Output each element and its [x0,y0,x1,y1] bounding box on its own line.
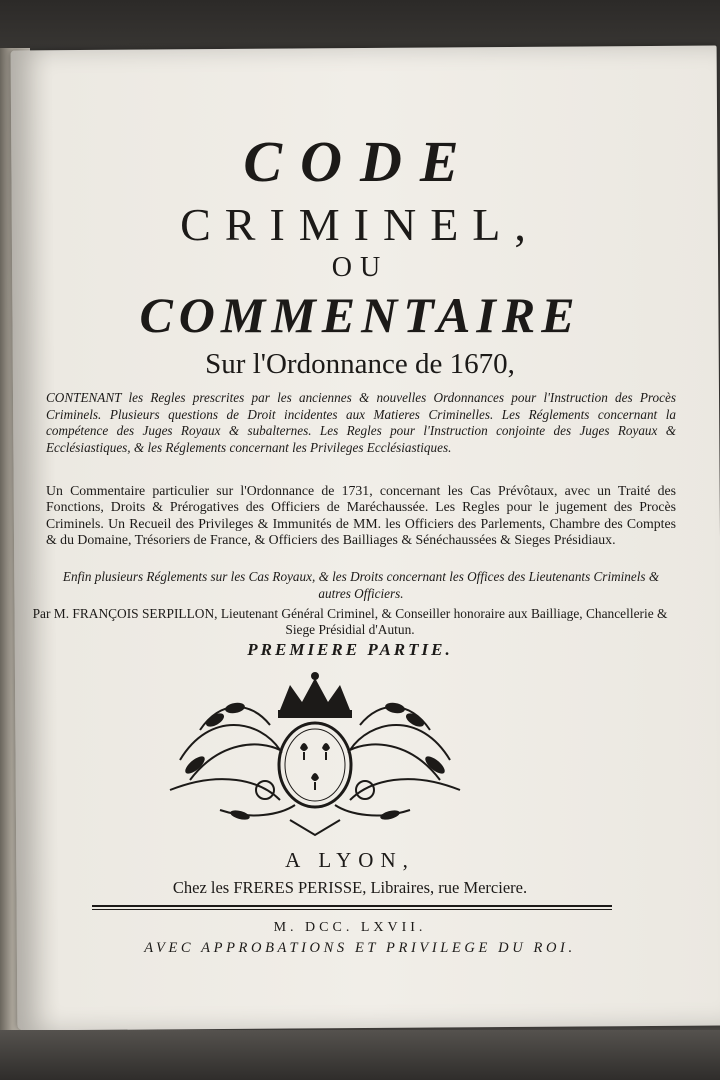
title-criminel: CRIMINEL, [180,199,540,250]
title-subtitle: Sur l'Ordonnance de 1670, [205,348,515,380]
royal-crown-fleur-de-lis-ornament [160,670,470,840]
page-content [30,48,720,1028]
imprint-rule [92,905,612,907]
author-line: Par M. FRANÇOIS SERPILLON, Lieutenant Général Criminel, & Conseiller honoraire aux Bailliage, Chancellerie & Siege Présidial d'Autun. [32,606,668,638]
imprint-city: A LYON, [285,848,415,872]
imprint-publisher: Chez les FRERES PERISSE, Libraires, rue Merciere. [172,878,528,897]
enfin-paragraph: Enfin plusieurs Réglements sur les Cas Royaux, & les Droits concernant les Offices des Lieutenants Criminels & autres Officiers. [62,569,660,601]
title-ou: OU [331,252,389,283]
imprint-year: M. DCC. LXVII. [273,920,427,935]
title-commentaire: COMMENTAIRE [139,287,581,343]
part-heading: PREMIERE PARTIE. [247,640,453,659]
commentaire-paragraph: Un Commentaire particulier sur l'Ordonnance de 1731, concernant les Cas Prévôtaux, avec un Traité des Fonctions, Droits & Prérogatives des Officiers de Maréchaussée. Les Regles pour le jugement des Procès Criminels. Un Recueil des Privileges & Immunités de MM. les Officiers des Parlements, Chambre des Comptes & du Domaine, Trésoriers de France, & Officiers des Bailliages & Sénéchaussées & Sieges Présidiaux. [46,483,676,548]
table-surface [0,1030,720,1080]
contenant-paragraph: CONTENANT les Regles prescrites par les anciennes & nouvelles Ordonnances pour l'Instruction des Procès Criminels. Plusieurs questions de Droit incidentes aux Matieres Criminelles. Les Réglements concernant la compétence des Juges Royaux & subalternes. Les Regles pour l'Instruction conjointe des Juges Royaux & Ecclésiastiques, & les Réglements concernant les Privileges Ecclésiastiques. [46,390,676,455]
imprint-rule-thin [92,909,612,910]
imprint-privilege: AVEC APPROBATIONS ET PRIVILEGE DU ROI. [144,940,576,956]
title-code: CODE [243,129,477,194]
